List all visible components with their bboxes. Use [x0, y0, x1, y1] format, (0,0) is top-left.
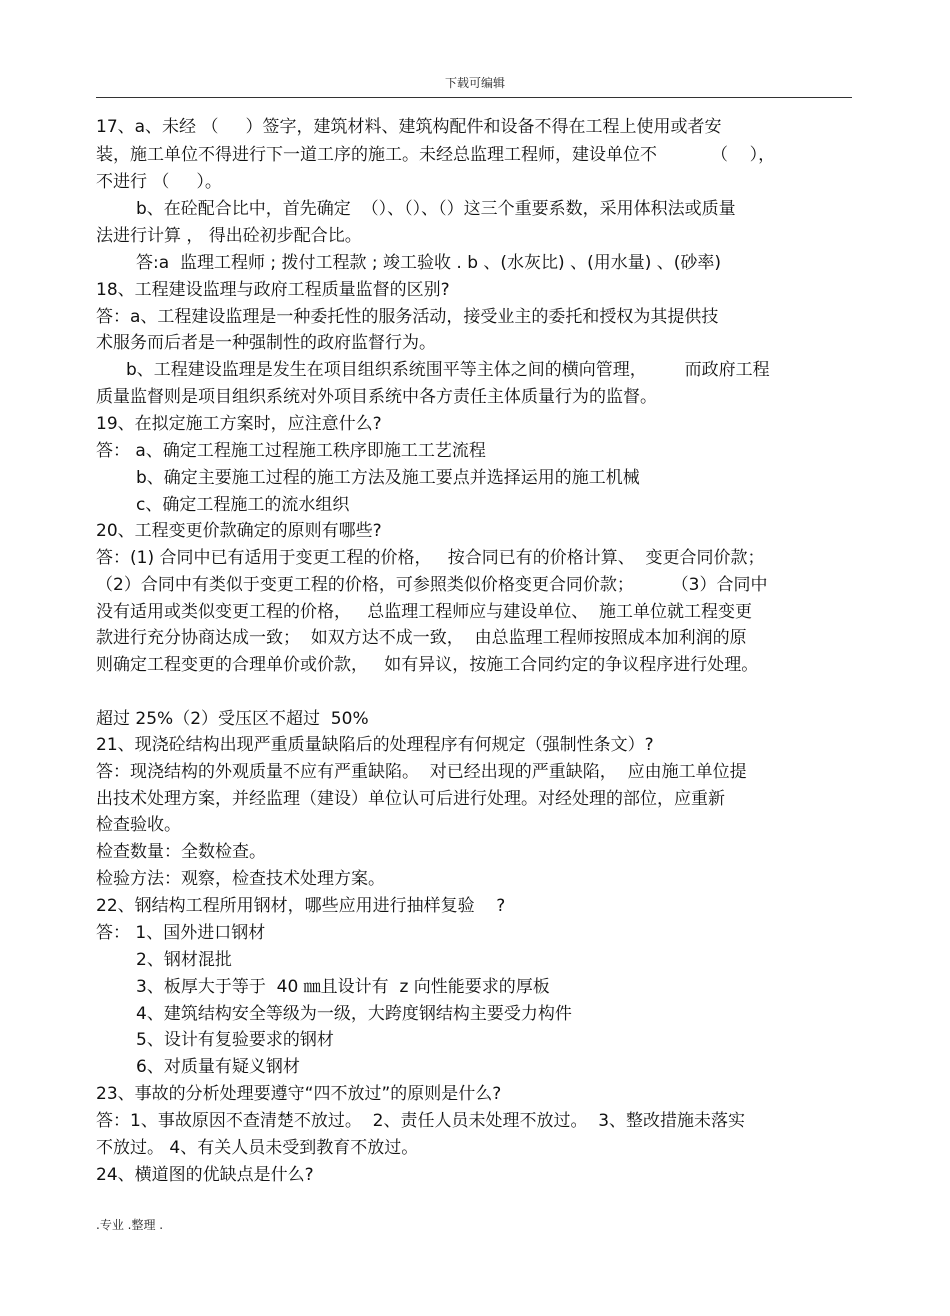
text-line: 没有适用或类似变更工程的价格， 总监理工程师应与建设单位、 施工单位就工程变更: [96, 602, 753, 622]
text-line: 18、工程建设监理与政府工程质量监督的区别?: [96, 280, 450, 300]
text-line: 答：现浇结构的外观质量不应有严重缺陷。 对已经出现的严重缺陷， 应由施工单位提: [96, 762, 747, 782]
text-line: 6、对质量有疑义钢材: [136, 1057, 300, 1077]
text-line: 答：(1) 合同中已有适用于变更工程的价格， 按合同已有的价格计算、 变更合同价款；: [96, 548, 765, 568]
text-line: 检查验收。: [96, 815, 181, 835]
text-line: 答：1、事故原因不查清楚不放过。 2、责任人员未处理不放过。 3、整改措施未落实: [96, 1111, 746, 1131]
text-line: 24、横道图的优缺点是什么?: [96, 1165, 314, 1185]
page-footer: .专业 .整理 .: [96, 1218, 164, 1232]
text-line: b、在砼配合比中，首先确定 （）、（）、（）这三个重要系数，采用体积法或质量: [136, 199, 736, 219]
text-line: 5、设计有复验要求的钢材: [136, 1030, 334, 1050]
text-line: 装，施工单位不得进行下一道工序的施工。未经总监理工程师，建设单位不 （ ），: [96, 145, 776, 165]
text-line: 20、工程变更价款确定的原则有哪些?: [96, 521, 382, 541]
text-line: 答：a、工程建设监理是一种委托性的服务活动，接受业主的委托和授权为其提供技: [96, 307, 719, 327]
text-line: 不放过。 4、有关人员未受到教育不放过。: [96, 1138, 419, 1158]
text-line: 19、在拟定施工方案时，应注意什么?: [96, 414, 382, 434]
text-line: 检查数量：全数检查。: [96, 842, 266, 862]
text-line: 17、a、未经 （ ）签字，建筑材料、建筑构配件和设备不得在工程上使用或者安: [96, 117, 722, 137]
text-line: 22、钢结构工程所用钢材，哪些应用进行抽样复验 ?: [96, 896, 506, 916]
text-line: 则确定工程变更的合理单价或价款， 如有异议，按施工合同约定的争议程序进行处理。: [96, 655, 759, 675]
text-line: 出技术处理方案，并经监理（建设）单位认可后进行处理。对经处理的部位，应重新: [96, 789, 725, 809]
text-line: 答： a、确定工程施工过程施工秩序即施工工艺流程: [96, 441, 486, 461]
page-header: 下载可编辑: [444, 76, 505, 90]
text-line: 款进行充分协商达成一致； 如双方达不成一致， 由总监理工程师按照成本加利润的原: [96, 628, 747, 648]
text-line: 4、建筑结构安全等级为一级，大跨度钢结构主要受力构件: [136, 1004, 572, 1024]
text-line: 质量监督则是项目组织系统对外项目系统中各方责任主体质量行为的监督。: [96, 387, 657, 407]
text-line: 超过 25%（2）受压区不超过 50%: [96, 709, 369, 729]
text-line: 法进行计算 ， 得出砼初步配合比。: [96, 226, 362, 246]
text-line: 术服务而后者是一种强制性的政府监督行为。: [96, 333, 436, 353]
text-line: b、确定主要施工过程的施工方法及施工要点并选择运用的施工机械: [136, 468, 640, 488]
text-line: 答： 1、国外进口钢材: [96, 923, 266, 943]
text-line: 3、板厚大于等于 40 ㎜且设计有 z 向性能要求的厚板: [136, 977, 550, 997]
text-line: 21、现浇砼结构出现严重质量缺陷后的处理程序有何规定（强制性条文）?: [96, 735, 654, 755]
text-line: 检验方法：观察，检查技术处理方案。: [96, 869, 385, 889]
text-line: 不进行 （ ）。: [96, 172, 222, 192]
text-line: （2）合同中有类似于变更工程的价格，可参照类似价格变更合同价款； （3）合同中: [96, 575, 768, 595]
header-divider: [96, 97, 852, 98]
text-line: 答:a 监理工程师 ; 拨付工程款 ; 竣工验收 . b 、(水灰比) 、(用水量) 、(砂率): [136, 253, 722, 273]
text-line: 23、事故的分析处理要遵守“四不放过”的原则是什么?: [96, 1084, 502, 1104]
text-line: 2、钢材混批: [136, 950, 232, 970]
text-line: b、工程建设监理是发生在项目组织系统围平等主体之间的横向管理， 而政府工程: [126, 360, 770, 380]
text-line: c、确定工程施工的流水组织: [136, 495, 350, 515]
